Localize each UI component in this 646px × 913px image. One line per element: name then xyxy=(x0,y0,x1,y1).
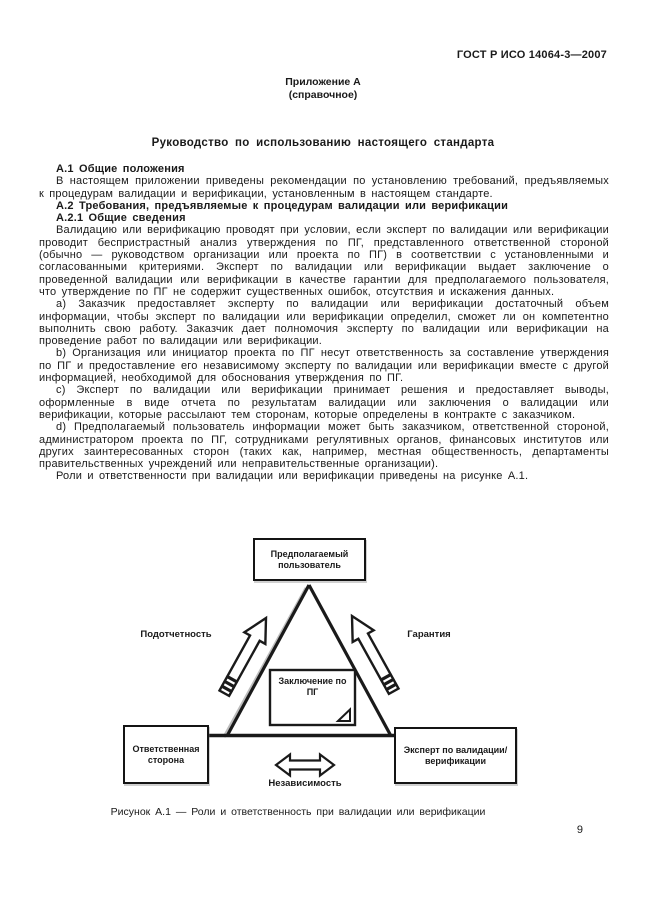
standard-code: ГОСТ Р ИСО 14064-3—2007 xyxy=(456,49,607,61)
paragraph: Роли и ответственности при валидации или верификации приведены на рисунке А.1. xyxy=(56,470,529,483)
node-validator-verifier: Эксперт по валидации/ верификации xyxy=(394,727,517,784)
paragraph: Валидацию или верификацию проводят при условии, если эксперт по валидации или верификации проводит беспристрастный анализ утверждения по ПГ, представленного ответственной стороной (обычно — руководством организации или проекта по ПГ) в соответствии с установленными и согласованными критериями. Эксперт по валидации или верификации выдает заключение о проведенной валидации или верификации в качестве гарантии для предполагаемого пользователя, что утверждение по ПГ не содержит существенных ошибок, отсутствия и искажения данных. xyxy=(39,224,609,298)
independence-double-arrow-icon xyxy=(276,755,334,776)
appendix-heading xyxy=(0,76,646,102)
spacer xyxy=(306,588,388,590)
section-heading: А.1 Общие положения xyxy=(56,163,185,175)
appendix-kind: (справочное) xyxy=(288,89,358,101)
page-title: Руководство по использованию настоящего стандарта xyxy=(151,137,495,149)
section-heading: А.2.1 Общие сведения xyxy=(56,212,186,225)
page-number: 9 xyxy=(576,824,583,836)
node-responsible-party: Ответственная сторона xyxy=(123,725,209,784)
figure-caption: Рисунок А.1 — Роли и ответственность при валидации или верификации xyxy=(110,806,486,818)
paragraph: а) Заказчик предоставляет эксперту по валидации или верификации достаточный объем информации, чтобы эксперт по валидации или верификации определил, сможет ли он компетентно выполнить свою работу. Заказчик дает полномочия эксперту по валидации или верификации на проведение работ по валидации или верификации. xyxy=(39,298,609,348)
edge-label-assurance: Гарантия xyxy=(407,629,451,640)
paragraph: b) Организация или инициатор проекта по ПГ несут ответственность за составление утверждения по ПГ и предоставление его независимому эксперту по валидации или верификации вместе с другой информацией, необходимой для обоснования утверждения по ПГ. xyxy=(39,347,609,385)
edge-label-independence: Независимость xyxy=(268,778,342,789)
appendix-label: Приложение А xyxy=(285,76,361,88)
node-ghg-statement-label: Заключение по ПГ xyxy=(278,676,347,697)
section-heading: А.2 Требования, предъявляемые к процедурам валидации или верификации xyxy=(56,199,509,212)
body-text xyxy=(39,163,609,483)
paragraph: В настоящем приложении приведены рекомендации по установлению требований, предъявляемых к процедурам валидации и верификации, установленным в настоящем стандарте. xyxy=(39,175,609,200)
paragraph: d) Предполагаемый пользователь информации может быть заказчиком, ответственной стороной, администратором проекта по ПГ, сотрудниками регулятивных органов, финансовых институтов или других заинтересованных сторон (таких как, например, местная общественность, департаменты правительственных учреждений или неправительственные организации). xyxy=(39,421,609,471)
figure-a1-diagram xyxy=(0,528,646,800)
paragraph: c) Эксперт по валидации или верификации принимает решения и предоставляет выводы, оформленные в виде отчета по результатам валидации или заключения о валидации или верификации, которые рассылают тем сторонам, которые определены в контракте с заказчиком. xyxy=(39,384,609,421)
edge-label-accountability: Подотчетность xyxy=(140,629,212,640)
node-intended-user: Предполагаемый пользователь xyxy=(253,538,366,581)
